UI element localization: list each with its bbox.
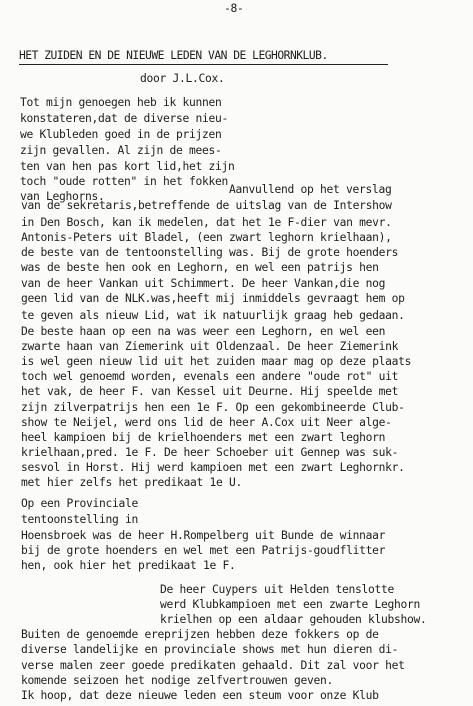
title-underline	[19, 64, 388, 65]
text-line: show te Neijel, werd ons lid de heer A.Cox uit Neer alge-	[21, 415, 392, 429]
text-line: diverse landelijke en provinciale shows met hun dieren di-	[21, 643, 399, 657]
text-line: de beste van de tentoonstelling was. Bij de grote hoenders	[21, 245, 399, 259]
text-line: konstateren,dat de diverse nieu-	[20, 112, 229, 126]
text-line: geen lid van de NLK.was,heeft mij inmiddels gevraagt hem op	[21, 292, 405, 306]
text-line: toch wel genoemd worden, evenals een andere "oude rot" uit	[21, 370, 399, 384]
text-line: Buiten de genoemde ereprijzen hebben deze fokkers op de	[21, 628, 379, 642]
text-line: van de heer Vankan uit Schimmert. De heer Vankan,die nog	[21, 277, 386, 291]
text-line: krielhen op een aldaar gehouden klubshow.	[160, 613, 427, 627]
text-line: Hoensbroek was de heer H.Rompelberg uit Bunde de winnaar	[21, 528, 386, 542]
text-line: sesvol in Horst. Hij werd kampioen met een zwart Leghornkr.	[21, 461, 405, 475]
article-byline: door J.L.Cox.	[140, 72, 225, 85]
text-line: komende seizoen het nodige zelfvertrouwen geven.	[21, 673, 334, 687]
text-line: met hier zelfs het predikaat 1e U.	[21, 476, 243, 490]
text-line: zijn gevallen. Al zijn de mees-	[20, 144, 222, 158]
text-line: Ik hoop, dat deze nieuwe leden een steum voor onze Klub	[21, 689, 379, 702]
text-line: hen, ook hier het predikaat 1e F.	[21, 559, 236, 572]
text-line: in Den Bosch, kan ik medelen, dat het 1e F-dier van mevr.	[21, 215, 392, 229]
text-line: Aanvullend op het verslag	[229, 183, 392, 197]
text-line: te geven als nieuw Lid, wat ik natuurlijk graag heb gedaan.	[21, 308, 405, 322]
text-line: krielhaan,pred. 1e F. De heer Schoeber uit Gennep was suk-	[21, 446, 399, 460]
text-line: toch "oude rotten" in het fokken	[20, 174, 229, 188]
text-line: zwarte haan van Ziemerink uit Oldenzaal. De heer Ziemerink	[21, 339, 399, 353]
text-line: Tot mijn genoegen heb ik kunnen	[20, 96, 222, 109]
text-line: zijn zilverpatrijs hen een 1e F. Op een gekombineerde Club-	[21, 400, 405, 414]
text-line: verse malen zeer goede predikaten gehaald. Dit zal voor het	[21, 658, 405, 672]
text-line: ten van hen pas kort lid,het zijn	[20, 159, 235, 173]
text-line: heel kampioen bij de krielhoenders met een zwart leghorn	[21, 430, 386, 444]
text-line: Op een Provinciale	[21, 497, 139, 511]
text-line: Antonis-Peters uit Bladel, (een zwart leghorn krielhaan),	[21, 230, 392, 244]
text-line: was de beste hen ook en Leghorn, en wel een patrijs hen	[21, 261, 379, 275]
text-line: is wel geen nieuw lid uit het zuiden maar mag op deze plaats	[21, 355, 412, 369]
text-line: van Leghorns.	[20, 189, 105, 203]
text-line: bij de grote hoenders en wel met een Patrijs-goudflitter	[21, 543, 386, 557]
article-title: HET ZUIDEN EN DE NIEUWE LEDEN VAN DE LEGHORNKLUB.	[19, 49, 328, 62]
text-line: tentoonstelling in	[21, 512, 139, 526]
text-line: van de sekretaris,betreffende de uitslag van de Intershow	[21, 199, 392, 213]
page-number: -8-	[224, 2, 244, 15]
text-line: werd Klubkampioen met een zwarte Leghorn	[160, 597, 421, 611]
text-line: het vak, de heer F. van Kessel uit Deurne. Hij speelde met	[21, 385, 399, 399]
text-line: De heer Cuypers uit Helden tenslotte	[160, 582, 395, 596]
text-line: De beste haan op een na was weer een Leghorn, en wel een	[21, 324, 386, 338]
text-line: we Klubleden goed in de prijzen	[20, 128, 222, 142]
